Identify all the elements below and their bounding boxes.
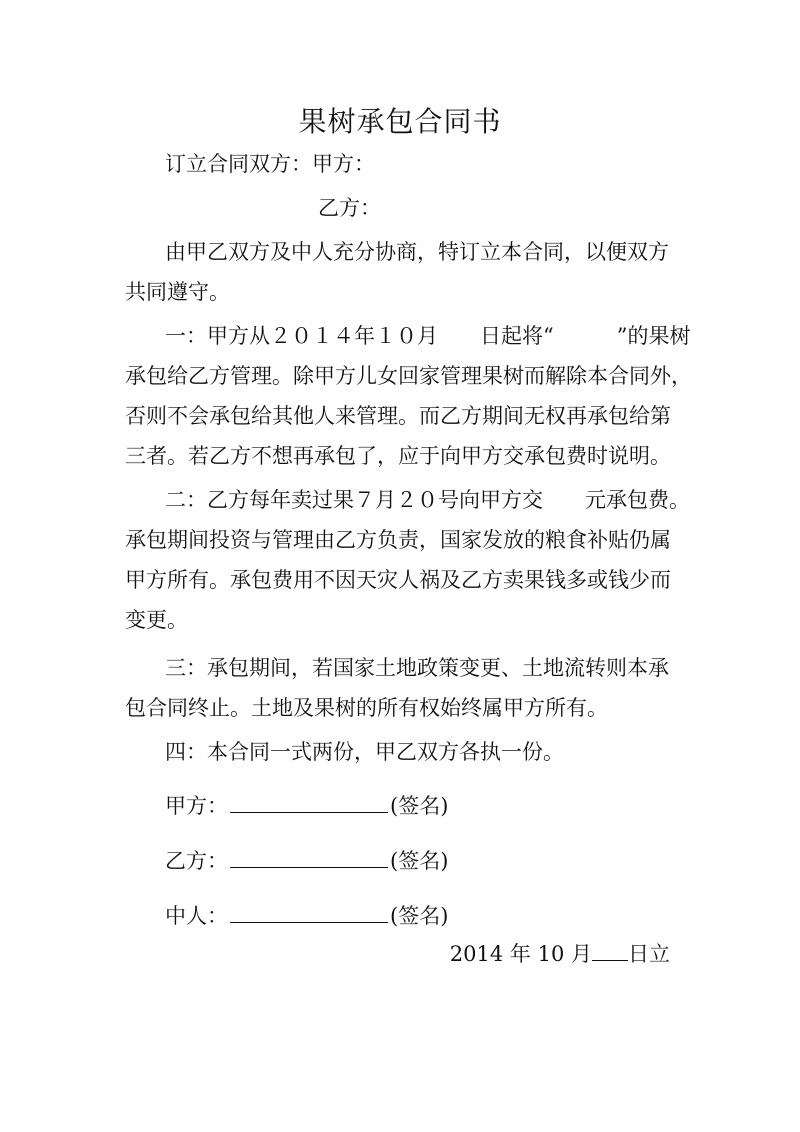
clause2-line-2: 承包期间投资与管理由乙方负责，国家发放的粮食补贴仍属 [125,528,671,552]
preamble-line-2: 共同遵守。 [125,280,230,304]
clause4-line: 四：本合同一式两份，甲乙双方各执一份。 [165,740,564,764]
signature-label: 中人： [165,904,228,928]
clause1-line-4: 三者。若乙方不想再承包了，应于向甲方交承包费时说明。 [125,444,671,468]
clause1-line-3: 否则不会承包给其他人来管理。而乙方期间无权再承包给第 [125,404,671,428]
document-title: 果树承包合同书 [298,105,502,138]
clause2-line-1: 二：乙方每年卖过果７月２０号向甲方交 元承包费。 [165,488,690,512]
signature-middleman [165,900,448,930]
signature-blank[interactable] [230,794,388,813]
clause3-line-1: 三：承包期间，若国家土地政策变更、土地流转则本承 [165,656,669,680]
signature-suffix: (签名) [390,904,449,928]
clause1-line-2: 承包给乙方管理。除甲方儿女回家管理果树而解除本合同外， [125,364,692,388]
party-b-label: 乙方： [318,196,381,220]
signature-label: 甲方： [165,794,228,818]
signature-party-a [165,790,448,820]
preamble-line-1: 由甲乙双方及中人充分协商，特订立本合同，以便双方 [165,240,669,264]
signature-party-b [165,845,448,875]
parties-intro: 订立合同双方：甲方： [165,152,375,176]
clause2-line-3: 甲方所有。承包费用不因天灾人祸及乙方卖果钱多或钱少而 [125,568,671,592]
contract-date [450,938,670,968]
date-day-blank[interactable] [592,942,628,961]
clause1-line-1: 一：甲方从２０１４年１０月 日起将“ ”的果树 [165,324,691,348]
signature-label: 乙方： [165,849,228,873]
clause3-line-2: 包合同终止。土地及果树的所有权始终属甲方所有。 [125,696,608,720]
date-prefix: 2014 年 10 月 [449,942,592,966]
signature-blank[interactable] [230,849,388,868]
signature-suffix: (签名) [390,794,449,818]
signature-suffix: (签名) [390,849,449,873]
date-suffix: 日立 [628,942,670,966]
signature-blank[interactable] [230,904,388,923]
clause2-line-4: 变更。 [125,608,188,632]
